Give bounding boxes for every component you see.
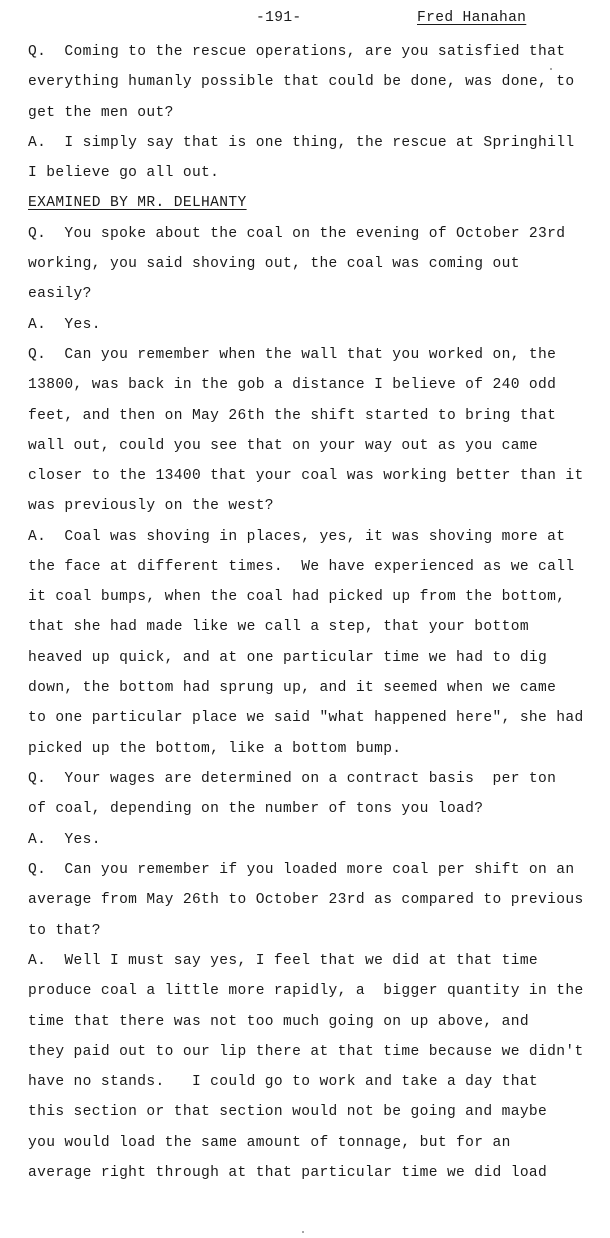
transcript-line-answer: A. Yes.	[28, 832, 101, 848]
transcript-line: heaved up quick, and at one particular time we had to dig	[28, 650, 548, 666]
transcript-line: I believe go all out.	[28, 165, 220, 181]
transcript-line: to that?	[28, 923, 101, 939]
transcript-line: easily?	[28, 286, 92, 302]
transcript-line: this section or that section would not be going and maybe	[28, 1104, 548, 1120]
scan-speck	[302, 1231, 304, 1233]
transcript-line: time that there was not too much going on up above, and	[28, 1014, 529, 1030]
transcript-line: average right through at that particular time we did load	[28, 1165, 548, 1181]
transcript-line: average from May 26th to October 23rd as compared to previous	[28, 892, 584, 908]
transcript-line: of coal, depending on the number of tons you load?	[28, 801, 484, 817]
transcript-line: the face at different times. We have experienced as we call	[28, 559, 575, 575]
transcript-line: picked up the bottom, like a bottom bump.	[28, 741, 402, 757]
transcript-line: feet, and then on May 26th the shift started to bring that	[28, 408, 557, 424]
transcript-line-question: Q. Your wages are determined on a contract basis per ton	[28, 771, 557, 787]
transcript-line: closer to the 13400 that your coal was working better than it	[28, 468, 584, 484]
transcript-line: everything humanly possible that could be done, was done, to	[28, 74, 575, 90]
transcript-line: wall out, could you see that on your way out as you came	[28, 438, 539, 454]
transcript-line-question: Q. Can you remember when the wall that you worked on, the	[28, 347, 557, 363]
scan-speck	[550, 68, 552, 70]
transcript-line: 13800, was back in the gob a distance I believe of 240 odd	[28, 377, 557, 393]
transcript-line: produce coal a little more rapidly, a bigger quantity in the	[28, 983, 584, 999]
transcript-line: it coal bumps, when the coal had picked up from the bottom,	[28, 589, 566, 605]
transcript-line-answer: A. Coal was shoving in places, yes, it was shoving more at	[28, 529, 566, 545]
transcript-line-question: Q. You spoke about the coal on the evening of October 23rd	[28, 226, 566, 242]
witness-name: Fred Hanahan	[417, 10, 527, 26]
transcript-line-answer: A. Yes.	[28, 317, 101, 333]
transcript-line: down, the bottom had sprung up, and it seemed when we came	[28, 680, 557, 696]
transcript-line-answer: A. I simply say that is one thing, the rescue at Springhill	[28, 135, 575, 151]
transcript-line: was previously on the west?	[28, 498, 274, 514]
transcript-line: working, you said shoving out, the coal was coming out	[28, 256, 520, 272]
transcript-line: that she had made like we call a step, that your bottom	[28, 619, 529, 635]
page-number: -191-	[256, 10, 302, 26]
transcript-line: they paid out to our lip there at that time because we didn't	[28, 1044, 584, 1060]
transcript-line-question: Q. Can you remember if you loaded more coal per shift on an	[28, 862, 575, 878]
page-header	[0, 10, 610, 34]
transcript-line: get the men out?	[28, 105, 174, 121]
examination-heading: EXAMINED BY MR. DELHANTY	[28, 195, 247, 211]
transcript-line: to one particular place we said "what happened here", she had	[28, 710, 584, 726]
transcript-line: you would load the same amount of tonnage, but for an	[28, 1135, 511, 1151]
transcript-line-answer: A. Well I must say yes, I feel that we did at that time	[28, 953, 539, 969]
transcript-line-question: Q. Coming to the rescue operations, are you satisfied that	[28, 44, 566, 60]
transcript-line: have no stands. I could go to work and take a day that	[28, 1074, 539, 1090]
